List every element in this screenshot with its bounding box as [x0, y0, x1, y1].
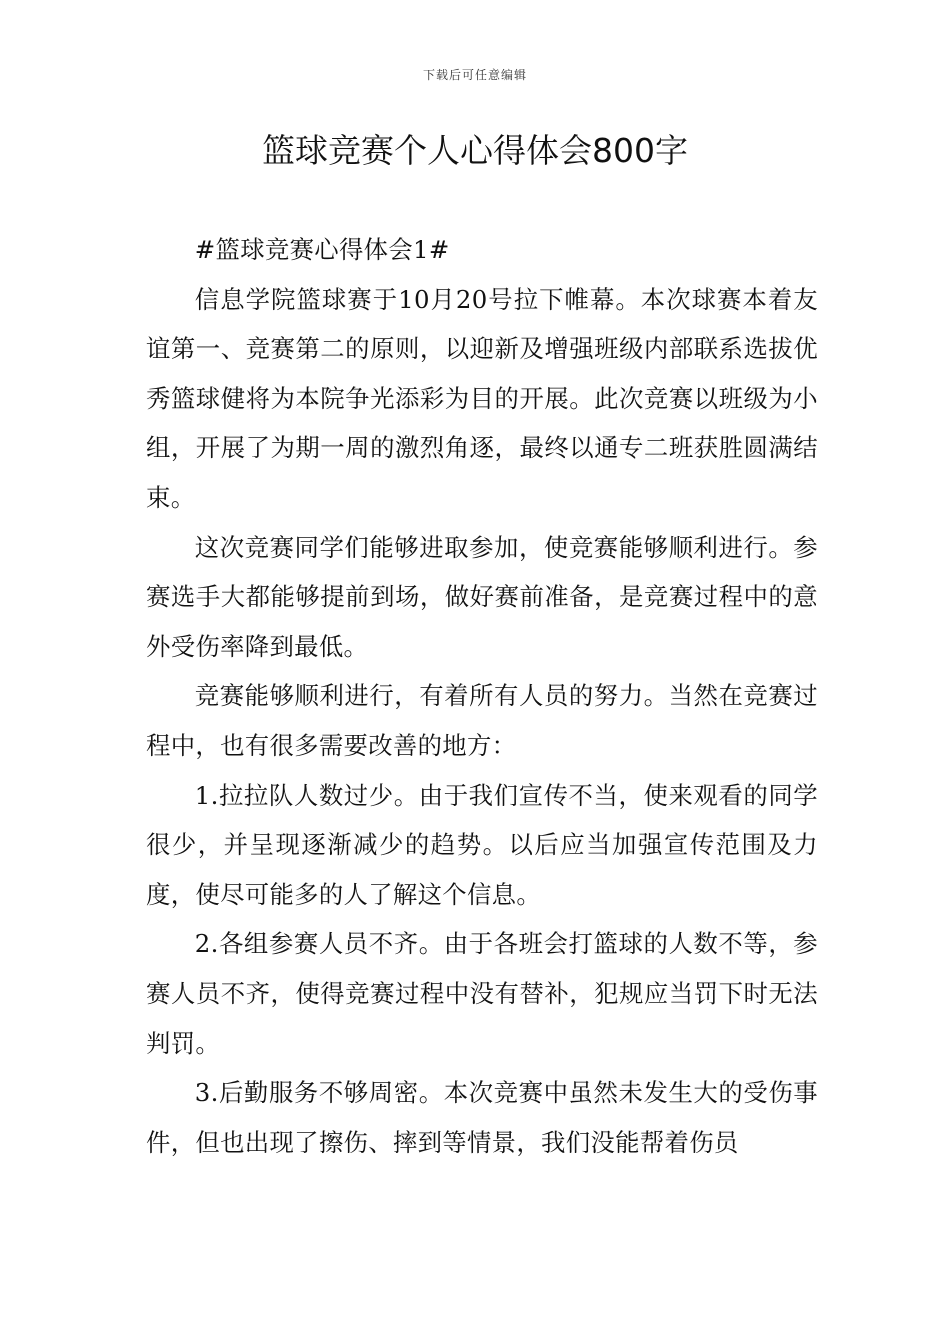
list-item: 3.后勤服务不够周密。本次竞赛中虽然未发生大的受伤事件，但也出现了擦伤、摔到等情景，我们没能帮着伤员	[146, 1078, 818, 1157]
document-title: 篮球竞赛个人心得体会800字	[262, 131, 688, 170]
paragraph: 竞赛能够顺利进行，有着所有人员的努力。当然在竞赛过程中，也有很多需要改善的地方：	[146, 681, 818, 760]
list-item: 1.拉拉队人数过少。由于我们宣传不当，使来观看的同学很少，并呈现逐渐减少的趋势。以后应当加强宣传范围及力度，使尽可能多的人了解这个信息。	[146, 780, 818, 909]
document-body	[146, 225, 818, 1167]
paragraph: 这次竞赛同学们能够进取参加，使竞赛能够顺利进行。参赛选手大都能够提前到场，做好赛前准备，是竞赛过程中的意外受伤率降到最低。	[146, 532, 818, 661]
paragraph: 信息学院篮球赛于10月20号拉下帷幕。本次球赛本着友谊第一、竞赛第二的原则，以迎新及增强班级内部联系选拔优秀篮球健将为本院争光添彩为目的开展。此次竞赛以班级为小组，开展了为期一周的激烈角逐，最终以通专二班获胜圆满结束。	[146, 284, 818, 512]
list-item: 2.各组参赛人员不齐。由于各班会打篮球的人数不等，参赛人员不齐，使得竞赛过程中没有替补，犯规应当罚下时无法判罚。	[146, 929, 818, 1058]
section-heading: #篮球竞赛心得体会1#	[194, 235, 450, 264]
header-note: 下载后可任意编辑	[422, 68, 527, 82]
